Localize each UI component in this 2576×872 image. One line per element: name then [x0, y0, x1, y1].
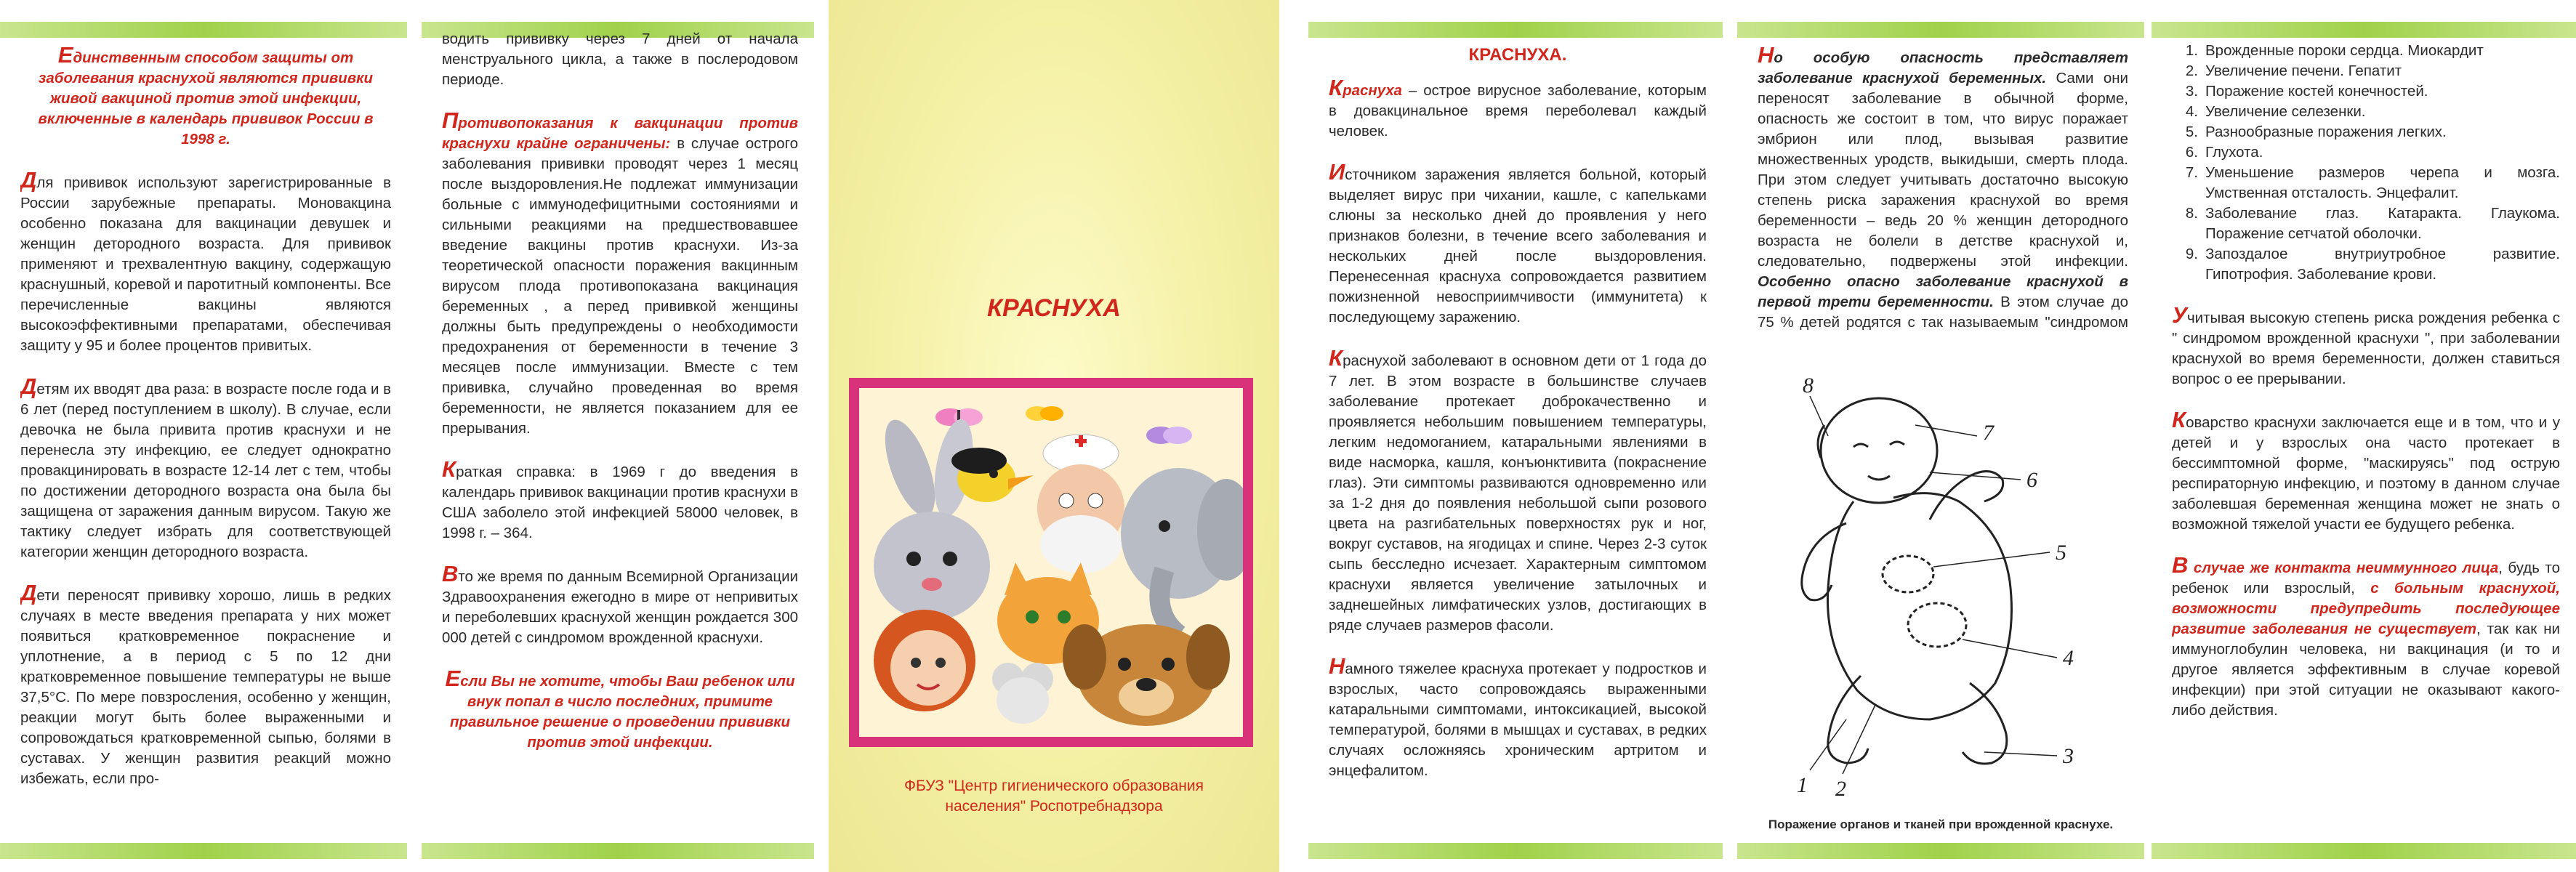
- drop-cap: П: [442, 108, 459, 133]
- list-item: 5. Разнообразные поражения легких.: [2185, 124, 2447, 140]
- list-item: 1. Врожденные пороки сердца. Миокардит: [2185, 42, 2484, 59]
- butterfly-icon: [1026, 406, 1063, 421]
- publisher-footer: ФБУЗ "Центр гигиенического образования населения" Роспотребнадзора: [904, 778, 1204, 815]
- panel-2-text: [442, 29, 798, 836]
- figure-label: 8: [1803, 374, 1814, 397]
- list-item: 3. Поражение костей конечностей.: [2185, 83, 2428, 100]
- paragraph: Краснухой заболевают в основном дети от 1 года до 7 лет. В этом возрасте в большинстве случаев заболевание протекает доброкачественно и проявляется небольшим повышением температуры, легким недомоганием, катаральными явлениями в виде насморка, кашля, конъюнктивита (покраснение глаз). Эти симптомы развиваются одновременно или за 1-2 дня до появления небольшой сыпи розового цвета на разгибательных поверхностях рук и ног, вокруг суставов, на ягодицах и спине. Через 2-3 суток сыпь бесследно исчезает. Характерным симптомом краснухи является увеличение затылочных и заднешейных лимфатических узлов, достигающих в ряде случаев размеров фасоли.: [1329, 345, 1707, 634]
- paragraph: В случае же контакта неиммунного лица, будь то ребенок или взрослый, с больным краснухой, возможности предупредить последующее развитие заболевания не существует, так как ни иммуноглобулин человека, ни вакцинация (и то и другое является эффективным в случае коревой инфекции) при этой ситуации не оказывают какого-либо действия.: [2172, 552, 2560, 719]
- paragraph: Учитывая высокую степень риска рождения ребенка с " синдромом врожденной краснухи ", при заболевании краснухой во время беременности, должен ставиться вопрос о ее прерывании.: [2172, 302, 2560, 387]
- top-green-bar: [2152, 22, 2576, 38]
- call-to-action: Если Вы не хотите, чтобы Ваш ребенок или внук попал в число последних, примите правильное решение о проведении прививки против этой инфекции.: [445, 666, 795, 751]
- drop-cap: К: [1329, 345, 1343, 371]
- figure-label: 4: [2063, 646, 2074, 670]
- paragraph: Краснуха – острое вирусное заболевание, которым в довакцинальное время переболевал каждый человек.: [1329, 75, 1707, 140]
- butterfly-icon: [1146, 427, 1192, 444]
- paragraph: Для прививок используют зарегистрированные в России зарубежные препараты. Моновакцина особенно показана для вакцинации девушек и женщин детородного возраста. Для прививок применяют и трехвалентную вакцину, содержащую краснушный, коревой и паротитный компоненты. Все перечисленные вакцины являются высокоэффективными препаратами, обеспечивая защиту у 95 и более процентов привитых.: [20, 167, 391, 354]
- figure-label: 6: [2026, 468, 2037, 492]
- drop-cap: Е: [445, 666, 461, 691]
- cartoon-illustration: [859, 388, 1243, 737]
- list-item: 8. Заболевание глаз. Катаракта. Глаукома. Поражение сетчатой оболочки.: [2185, 205, 2560, 242]
- bottom-green-bar: [422, 843, 814, 859]
- list-item: 9. Запоздалое внутриутробное развитие. Гипотрофия. Заболевание крови.: [2185, 246, 2560, 283]
- drop-cap: К: [2172, 407, 2186, 432]
- top-green-bar: [0, 22, 407, 38]
- bottom-green-bar: [0, 843, 407, 859]
- doctor-icon: [1037, 435, 1124, 573]
- drop-cap: К: [442, 456, 456, 482]
- paragraph: Коварство краснухи заключается еще и в том, что и у детей и у взрослых она часто протекает в бессимптомной форме, "маскируясь" под острую респираторную инфекцию, и поэтому в данном случае заболевшая беременная женщина может не знать о возможной тяжелой участи ее будущего ребенка.: [2172, 407, 2560, 533]
- symptom-list: [2172, 41, 2560, 285]
- figure-label: 5: [2056, 541, 2066, 565]
- baby-head: [1821, 398, 1937, 503]
- girl-icon: [874, 610, 975, 711]
- bottom-green-bar: [2152, 843, 2576, 859]
- figure-label: 7: [1983, 421, 1994, 445]
- figure-label: 3: [2063, 744, 2074, 768]
- list-item: 4. Увеличение селезенки.: [2185, 103, 2366, 120]
- drop-cap: В: [2172, 552, 2189, 578]
- paragraph: Дети переносят прививку хорошо, лишь в редких случаях в месте введения препарата у них может появиться кратковременное покраснение и уплотнение, а в период с 5 по 12 дни кратковременное повышение температуры не выше 37,5°С. По мере повзросления, особенно у женщин, реакции могут быть более выраженными и сопровождаться кратковременной сыпью, болями в суставах. У женщин развития реакций можно избежать, если про-: [20, 580, 391, 787]
- panel-5: [1737, 0, 2144, 872]
- drop-cap: В: [442, 561, 459, 586]
- top-green-bar: [1737, 22, 2144, 38]
- figure-caption: Поражение органов и тканей при врожденной краснухе.: [1768, 818, 2114, 831]
- drop-cap: Н: [1758, 45, 1774, 68]
- panel-4-text: [1329, 45, 1707, 836]
- intro-paragraph: Единственным способом защиты от заболевания краснухой являются прививки живой вакциной против этой инфекции, включенные в календарь прививок России в 1998 г.: [20, 45, 391, 150]
- drop-cap: И: [1329, 159, 1345, 185]
- bottom-green-bar: [1737, 843, 2144, 859]
- drop-cap: Н: [1329, 653, 1345, 679]
- panel-2: [422, 0, 814, 872]
- figure-label: 1: [1797, 773, 1808, 797]
- bottom-green-bar: [1308, 843, 1723, 859]
- paragraph: Источником заражения является больной, который выделяет вирус при чихании, кашле, с капельками слюны за несколько дней до проявления у него признаков болезни, в течение всего заболевания и нескольких дней после выздоровления. Перенесенная краснуха сопровождается развитием пожизненной невосприимчивости (иммунитета) к последующему заражению.: [1329, 159, 1707, 326]
- cartoon-illustration-frame: [849, 378, 1253, 747]
- paragraph: Намного тяжелее краснуха протекает у подростков и взрослых, часто сопровождаясь выраженными катаральными симптомами, интоксикацией, высокой температурой, болями в мышцах и суставах, в редких случаях осложняясь хроническим артритом и энцефалитом.: [1329, 653, 1707, 779]
- baby-body: [1828, 493, 2012, 719]
- paragraph: Но особую опасность представляет заболевание краснухой беременных. Сами они переносят заболевание в обычной форме, опасность же состоит в том, что вирус поражает эмбрион или плод, вызывая развитие множественных уродств, выкидыши, смерть плода. При этом следует учитывать достаточно высокую степень риска заражения краснухой во время беременности – ведь 20 % женщин детородного возраста не болели в детстве краснухой и, следовательно, подвержены этой инфекции. Особенно опасно заболевание краснухой в первой трети беременности. В этом случае до 75 % детей родятся с так называемым "синдромом: [1758, 45, 2128, 334]
- drop-cap: Д: [20, 167, 37, 193]
- section-heading: КРАСНУХА.: [1468, 45, 1567, 65]
- drop-cap: У: [2172, 302, 2187, 328]
- drop-cap: Д: [20, 580, 37, 605]
- paragraph: Краткая справка: в 1969 г до введения в календарь прививок вакцинации против краснухи в США заболело этой инфекцией 58000 человек, в 1998 г. – 364.: [442, 456, 798, 541]
- drop-cap: К: [1329, 75, 1343, 100]
- baby-anatomy-figure: [1752, 363, 2130, 807]
- paragraph: водить прививку через 7 дней от начала менструального цикла, а также в послеродовом периоде.: [442, 31, 798, 88]
- panel-1-text: [20, 45, 391, 836]
- panel-5-text: [1758, 45, 2128, 334]
- panel-4: [1308, 0, 1723, 872]
- drop-cap: Е: [57, 45, 73, 68]
- list-item: 2. Увеличение печени. Гепатит: [2185, 62, 2402, 79]
- cover-panel: [829, 0, 1279, 872]
- drop-cap: Д: [20, 374, 37, 399]
- figure-label: 2: [1835, 777, 1846, 801]
- cover-title: КРАСНУХА: [987, 294, 1121, 322]
- paragraph: Противопоказания к вакцинации против краснухи крайне ограничены: в случае острого заболевания прививки проводят через 1 месяц после выздоровления.Не подлежат иммунизации больные с иммунодефицитными состояниями и сильными реакциями на предшествовавшее введение вакцины против краснухи. Из-за теоретической опасности поражения вакцинным вирусом плода противопоказана вакцинация беременных , а перед прививкой женщины должны быть предупреждены о необходимости предохранения от беременности в течение 3 месяцев после иммунизации. Вместе с тем прививка, случайно проведенная во время беременности, не является показанием для ее прерывания.: [442, 108, 798, 437]
- panel-6: [2152, 0, 2576, 872]
- top-green-bar: [1308, 22, 1723, 38]
- panel-6-text: [2172, 41, 2560, 836]
- cartoon-animals-icon: [859, 388, 1243, 737]
- list-item: 7. Уменьшение размеров черепа и мозга. Умственная отсталость. Энцефалит.: [2185, 164, 2560, 201]
- panel-1: [0, 0, 407, 872]
- list-item: 6. Глухота.: [2185, 144, 2263, 161]
- paragraph: Вто же время по данным Всемирной Организации Здравоохранения ежегодно в мире от непривитых и переболевших краснухой женщин рождается 300 000 детей с синдромом врожденной краснухи.: [442, 561, 798, 646]
- paragraph: Детям их вводят два раза: в возрасте после года и в 6 лет (перед поступлением в школу). В случае, если девочка не была привита против краснухи и не перенесла эту инфекцию, ее следует однократно провакцинировать в возрасте 12-14 лет с тем, чтобы по достижении детородного возраста она была бы защищена от заражения данным вирусом. Такую же тактику следует избрать для соответствующей категории женщин детородного возраста.: [20, 374, 391, 560]
